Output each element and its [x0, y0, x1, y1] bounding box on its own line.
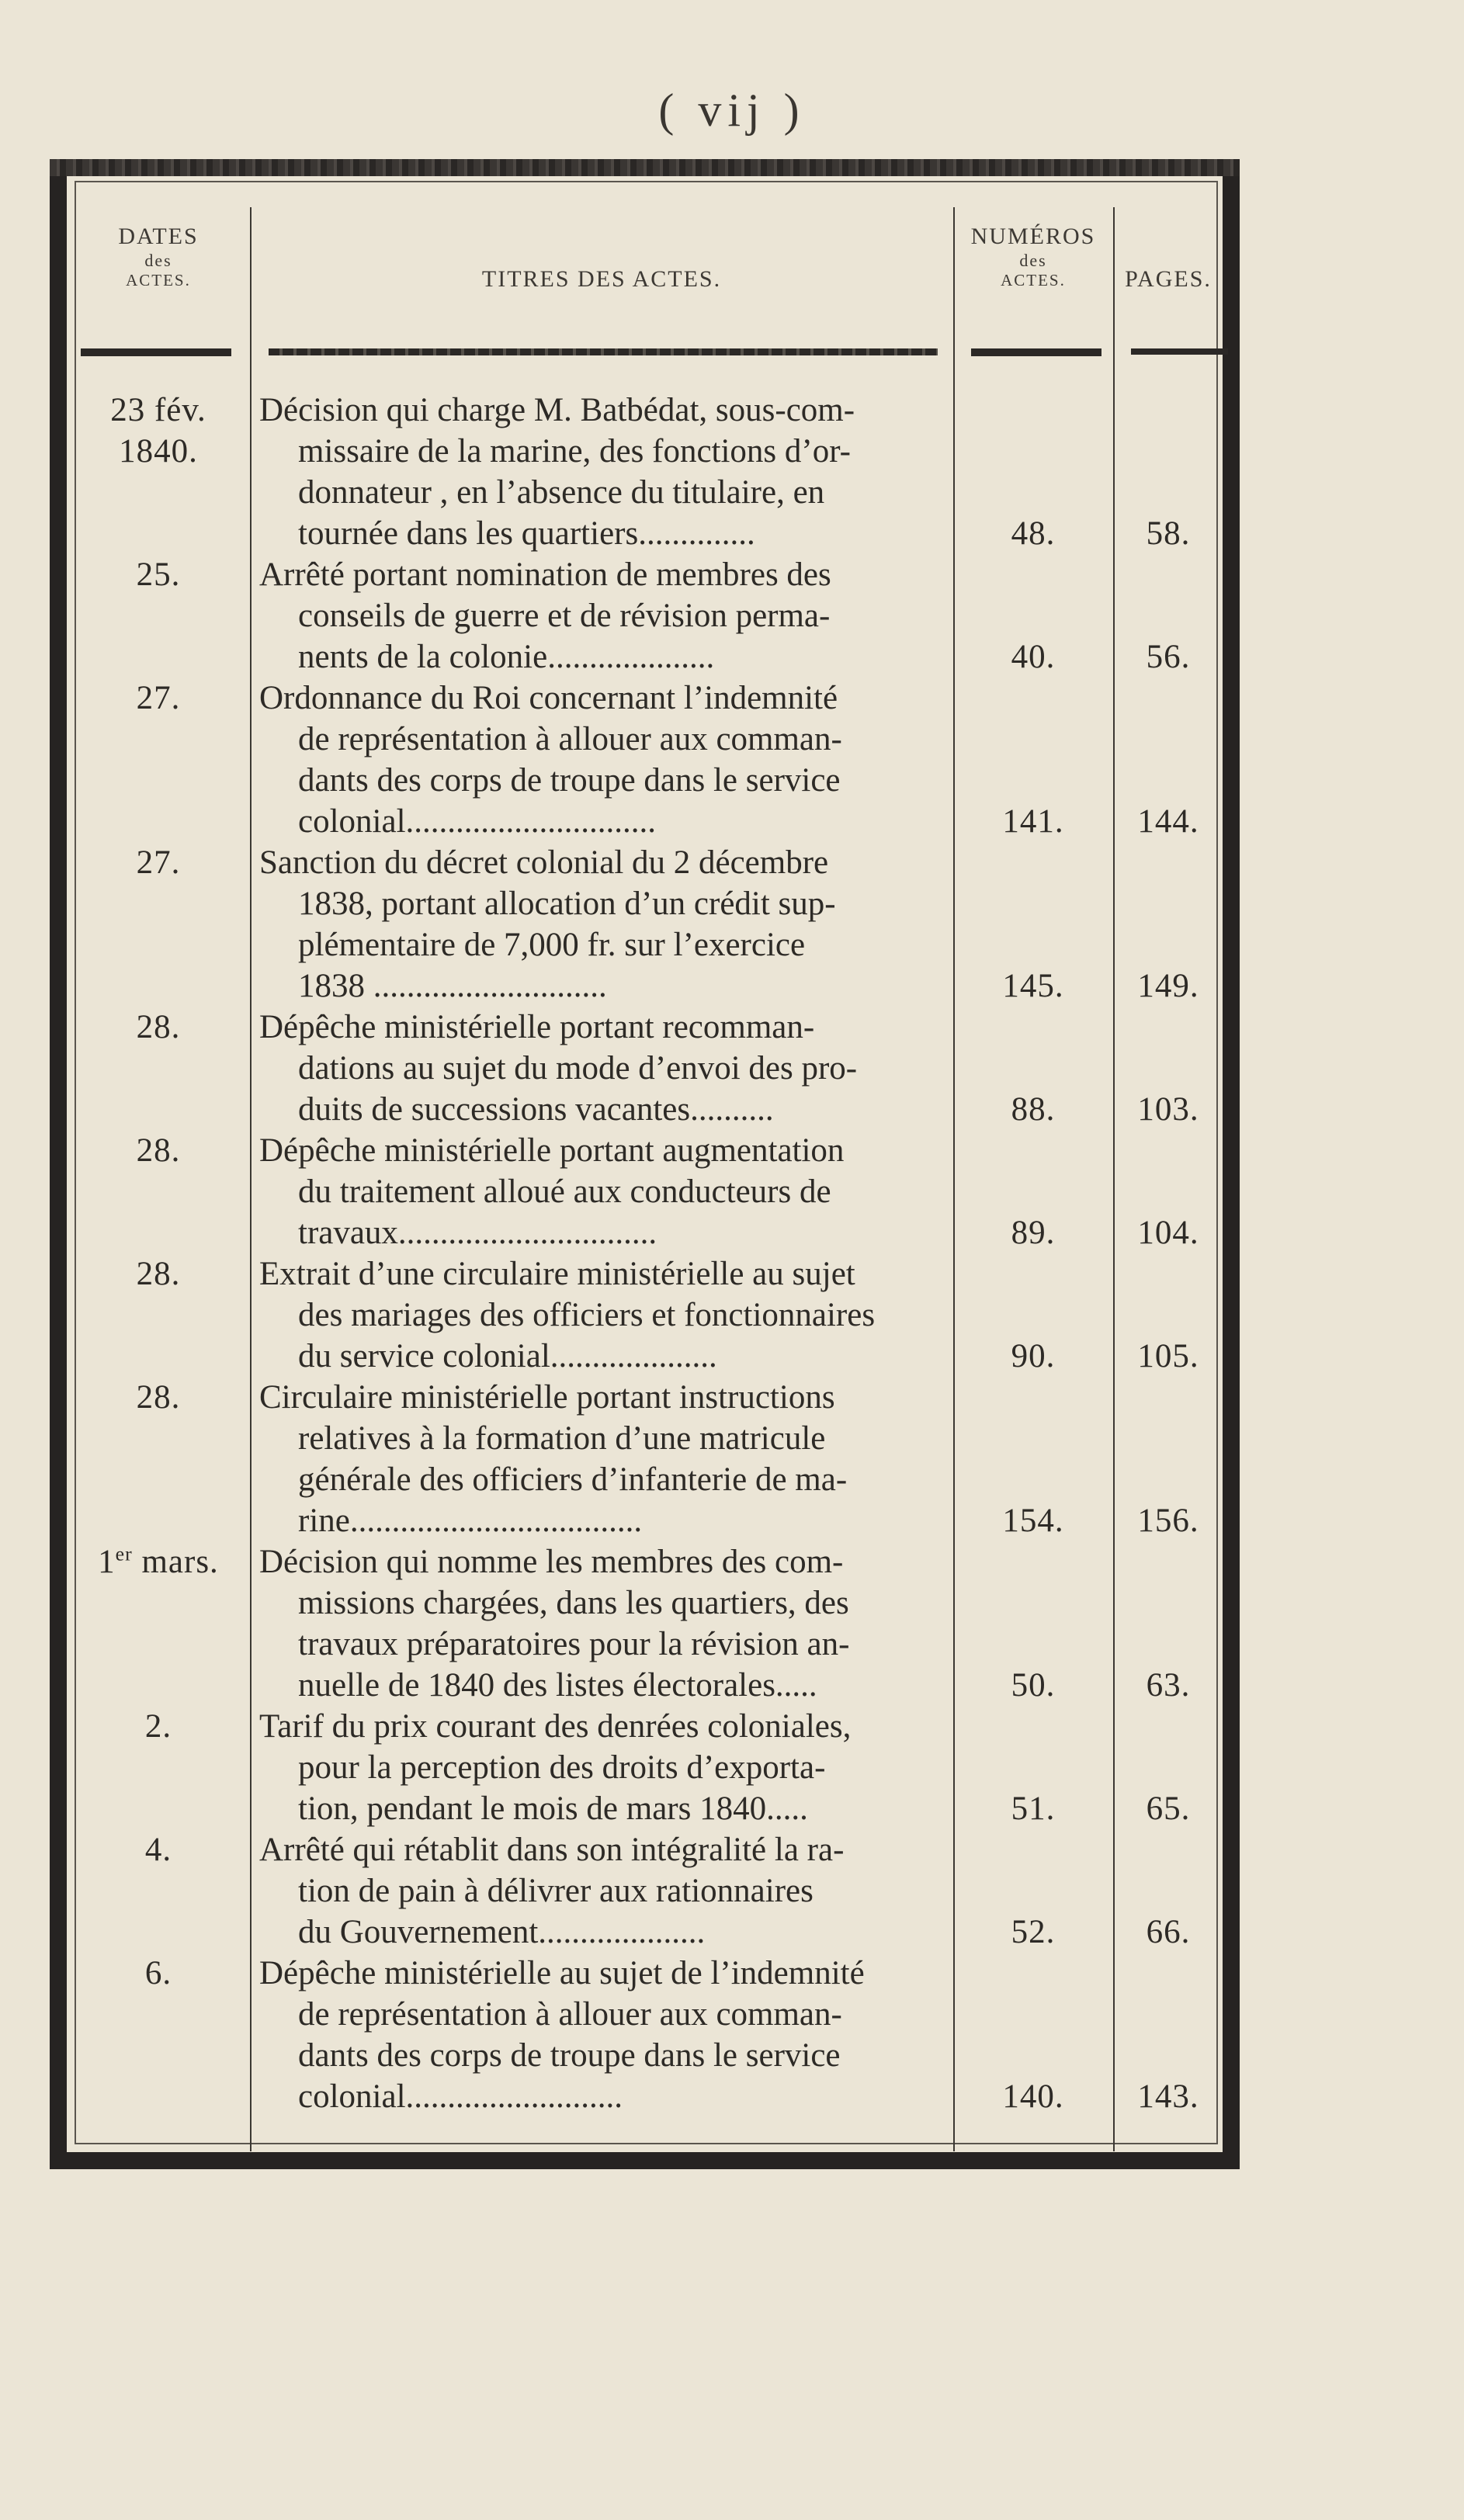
row-date	[67, 1253, 250, 1295]
row-numero: 88.	[1011, 1091, 1056, 1128]
header-numeros-line3: ACTES.	[1001, 271, 1066, 290]
row-title-line: Ordonnance du Roi concernant l’indemnité	[259, 680, 838, 716]
row-title	[259, 842, 936, 1007]
row-date-line2: 1840.	[119, 433, 198, 470]
row-title-line: Arrêté qui rétablit dans son intégralité la ra-	[259, 1832, 845, 1868]
row-numero: 48.	[1011, 515, 1056, 552]
row-title-line: tion, pendant le mois de mars 1840.....	[298, 1790, 808, 1827]
row-title-line: donnateur , en l’absence du titulaire, en	[298, 474, 825, 511]
row-title	[259, 1953, 936, 2117]
row-page: 63.	[1146, 1667, 1191, 1704]
page-number: ( vij )	[658, 85, 806, 136]
row-title-line: Circulaire ministérielle portant instructions	[259, 1379, 835, 1416]
row-title	[259, 554, 936, 678]
row-title-line: du traitement alloué aux conducteurs de	[298, 1173, 831, 1210]
header-dates-line2: des	[144, 251, 172, 270]
row-title	[259, 1377, 936, 1541]
row-title-line: relatives à la formation d’une matricule	[298, 1420, 826, 1457]
row-title-line: Sanction du décret colonial du 2 décembre	[259, 844, 829, 881]
row-title	[259, 1007, 936, 1130]
row-date-line1: 28.	[136, 1379, 181, 1416]
row-title-line: colonial..............................	[298, 803, 657, 840]
row-date	[67, 1007, 250, 1048]
row-numero: 89.	[1011, 1215, 1056, 1251]
row-title-line: plémentaire de 7,000 fr. sur l’exercice	[298, 927, 806, 963]
header-dates-line1: DATES	[118, 224, 199, 249]
row-page: 56.	[1146, 639, 1191, 675]
row-page: 144.	[1137, 803, 1199, 840]
row-date	[67, 842, 250, 883]
row-numero: 145.	[1002, 968, 1064, 1004]
row-title-line: travaux...............................	[298, 1215, 657, 1251]
row-date-line1: 23 fév.	[110, 392, 206, 428]
row-title-line: du service colonial....................	[298, 1338, 717, 1374]
row-title-line: dants des corps de troupe dans le service	[298, 762, 841, 799]
row-title-line: du Gouvernement....................	[298, 1914, 706, 1950]
row-title	[259, 1130, 936, 1253]
column-divider-dates	[250, 207, 252, 2151]
row-date-line1: 28.	[136, 1009, 181, 1045]
row-page: 65.	[1146, 1790, 1191, 1827]
row-title-line: Décision qui nomme les membres des com-	[259, 1544, 844, 1580]
row-numero: 140.	[1002, 2078, 1064, 2115]
row-title	[259, 1829, 936, 1953]
row-title-line: de représentation à allouer aux comman-	[298, 1996, 842, 2033]
row-numero: 141.	[1002, 803, 1064, 840]
row-date	[67, 1130, 250, 1171]
row-date-line1: 27.	[136, 680, 181, 716]
row-numero: 50.	[1011, 1667, 1056, 1704]
header-titles: TITRES DES ACTES.	[481, 266, 722, 292]
row-date-line1: 6.	[144, 1955, 172, 1991]
row-numero: 52.	[1011, 1914, 1056, 1950]
table-frame	[50, 159, 1240, 2169]
row-title-line: des mariages des officiers et fonctionnaires	[298, 1297, 876, 1333]
header-rule-dates	[81, 348, 231, 356]
row-date	[67, 1706, 250, 1747]
row-date-text: 1er mars.	[98, 1542, 219, 1580]
row-title-line: conseils de guerre et de révision perma-	[298, 598, 831, 634]
row-page: 58.	[1146, 515, 1191, 552]
column-divider-titles	[953, 207, 955, 2151]
row-title-line: 1838 ............................	[298, 968, 607, 1004]
row-date-line1: 25.	[136, 556, 181, 593]
row-date-line1: 28.	[136, 1132, 181, 1169]
row-date-line1: 4.	[144, 1832, 172, 1868]
row-date	[67, 390, 250, 472]
row-title-line: missaire de la marine, des fonctions d’or-	[298, 433, 851, 470]
header-numeros	[953, 223, 1113, 291]
row-page: 156.	[1137, 1503, 1199, 1539]
header-rule-numeros	[971, 348, 1101, 356]
row-date-line1: 27.	[136, 844, 181, 881]
row-title-line: 1838, portant allocation d’un crédit sup-	[298, 886, 836, 922]
row-numero: 154.	[1002, 1503, 1064, 1539]
row-date	[67, 1377, 250, 1418]
header-rule-titles	[269, 348, 938, 355]
row-title-line: nuelle de 1840 des listes électorales.....	[298, 1667, 817, 1704]
row-title	[259, 390, 936, 554]
row-title-line: Décision qui charge M. Batbédat, sous-com-	[259, 392, 855, 428]
row-numero: 90.	[1011, 1338, 1056, 1374]
row-title-line: missions chargées, dans les quartiers, des	[298, 1585, 849, 1621]
row-title-line: Tarif du prix courant des denrées coloniales,	[259, 1708, 852, 1745]
row-page: 143.	[1137, 2078, 1199, 2115]
row-numero: 40.	[1011, 639, 1056, 675]
row-title	[259, 678, 936, 842]
decorative-top-border	[50, 159, 1240, 176]
header-numeros-line2: des	[1019, 251, 1047, 270]
row-title-line: travaux préparatoires pour la révision an-	[298, 1626, 850, 1662]
row-date	[67, 1953, 250, 1994]
header-numeros-line1: NUMÉROS	[970, 224, 1096, 249]
row-title-line: Dépêche ministérielle portant recomman-	[259, 1009, 815, 1045]
row-page: 66.	[1146, 1914, 1191, 1950]
row-title-line: pour la perception des droits d’exporta-	[298, 1749, 826, 1786]
row-title-line: dations au sujet du mode d’envoi des pro-	[298, 1050, 858, 1087]
row-title-line: rine...................................	[298, 1503, 643, 1539]
row-title-line: dants des corps de troupe dans le service	[298, 2037, 841, 2074]
row-title-line: Dépêche ministérielle portant augmentation	[259, 1132, 845, 1169]
header-dates-line3: ACTES.	[126, 271, 191, 290]
row-title	[259, 1541, 936, 1706]
row-title-line: Arrêté portant nomination de membres des	[259, 556, 831, 593]
row-date	[67, 678, 250, 719]
row-title-line: tournée dans les quartiers..............	[298, 515, 755, 552]
row-title-line: duits de successions vacantes..........	[298, 1091, 774, 1128]
header-pages: PAGES.	[1125, 266, 1212, 292]
row-title-line: Extrait d’une circulaire ministérielle au sujet	[259, 1256, 855, 1292]
row-page: 103.	[1137, 1091, 1199, 1128]
row-numero: 51.	[1011, 1790, 1056, 1827]
row-date-line1: 2.	[144, 1708, 172, 1745]
header-dates	[67, 223, 250, 291]
row-page: 104.	[1137, 1215, 1199, 1251]
row-title-line: tion de pain à délivrer aux rationnaires	[298, 1873, 814, 1909]
row-title-line: Dépêche ministérielle au sujet de l’indemnité	[259, 1955, 865, 1991]
row-page: 149.	[1137, 968, 1199, 1004]
row-title-line: nents de la colonie....................	[298, 639, 715, 675]
header-rule-pages	[1131, 348, 1228, 355]
row-title-line: de représentation à allouer aux comman-	[298, 721, 842, 757]
row-date	[67, 1829, 250, 1870]
row-title	[259, 1253, 936, 1377]
row-page: 105.	[1137, 1338, 1199, 1374]
row-date-line1: 28.	[136, 1256, 181, 1292]
column-divider-numeros	[1113, 207, 1115, 2151]
row-date	[67, 554, 250, 595]
row-date	[67, 1541, 250, 1582]
row-title-line: colonial..........................	[298, 2078, 623, 2115]
row-title-line: générale des officiers d’infanterie de ma-	[298, 1461, 848, 1498]
row-title	[259, 1706, 936, 1829]
